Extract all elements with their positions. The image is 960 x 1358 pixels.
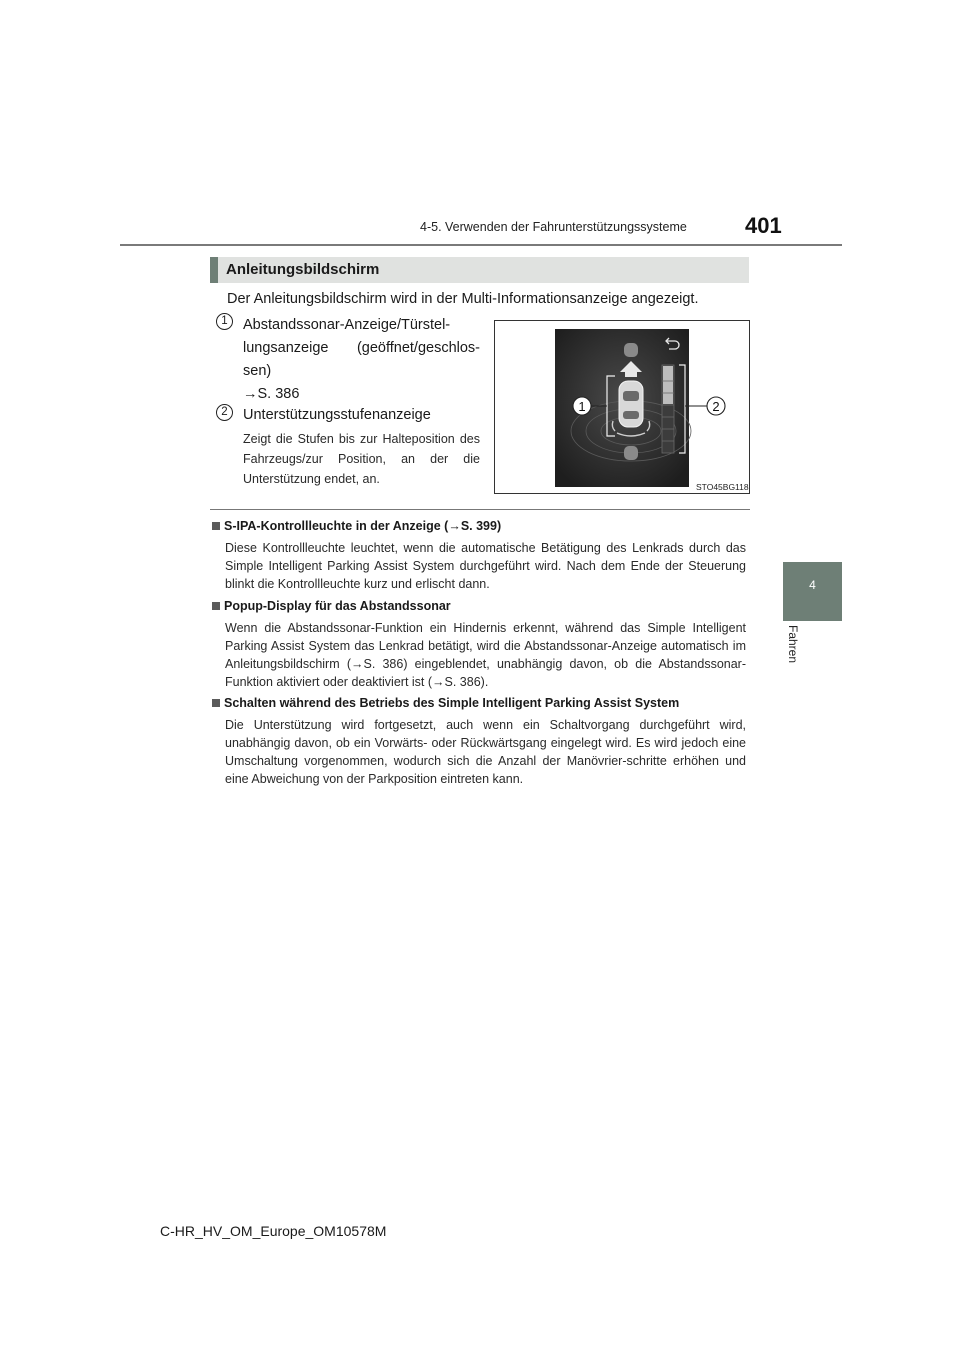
- figure-callout-1: 1: [578, 399, 586, 414]
- item-1-callout: 1: [216, 313, 233, 330]
- note-1-title: S-IPA-Kontrollleuchte in der Anzeige (→S. 399): [224, 519, 502, 533]
- guidance-screen-figure: [494, 320, 750, 494]
- note-1-title-row: [212, 519, 746, 533]
- item-1-reference[interactable]: →S. 386: [243, 386, 300, 402]
- note-1: [212, 519, 746, 593]
- front-sensor-marker: [624, 343, 638, 357]
- item-1-text: [243, 314, 480, 406]
- section-intro: Der Anleitungsbildschirm wird in der Multi-Informationsanzeige angezeigt.: [227, 291, 699, 307]
- chapter-number: 4: [809, 578, 816, 592]
- note-bullet-icon: [212, 522, 220, 530]
- guidance-screen-illustration: [495, 321, 749, 493]
- item-1-line-2: lungsanzeige (geöffnet/geschlos-: [243, 340, 480, 356]
- note-2-title-row: [212, 599, 746, 613]
- item-2-callout: 2: [216, 404, 233, 421]
- note-2: [212, 599, 746, 691]
- note-3-title-row: [212, 696, 746, 710]
- section-divider: [210, 509, 750, 510]
- note-bullet-icon: [212, 602, 220, 610]
- note-1-body: Diese Kontrollleuchte leuchtet, wenn die automatische Betätigung des Lenkrads durch das Simple Intelligent Parking Assist System durchgeführt wird. Nach dem Ende der Steuerung blinkt die Kontrollleuchte kurz und erlischt dann.: [225, 541, 746, 591]
- note-3-title: Schalten während des Betriebs des Simple Intelligent Parking Assist System: [224, 696, 680, 710]
- car-icon: [619, 381, 643, 427]
- running-header-section: 4-5. Verwenden der Fahrunterstützungssysteme: [420, 220, 687, 234]
- header-rule: [120, 244, 842, 246]
- item-2-description: Zeigt die Stufen bis zur Halteposition des Fahrzeugs/zur Position, an der die Unterstützung endet, an.: [243, 432, 480, 486]
- item-1-line-1: Abstandssonar-Anzeige/Türstel-: [243, 317, 451, 333]
- rear-sensor-marker: [624, 446, 638, 460]
- item-2-label: Unterstützungsstufenanzeige: [243, 407, 431, 423]
- page-number: 401: [745, 213, 782, 238]
- figure-code: STO45BG118: [696, 482, 749, 492]
- document-id: C-HR_HV_OM_Europe_OM10578M: [160, 1223, 387, 1239]
- section-title: Anleitungsbildschirm: [226, 261, 380, 278]
- note-3: [212, 696, 746, 788]
- note-2-body: Wenn die Abstandssonar-Funktion ein Hindernis erkennt, während das Simple Intelligent Parking Assist System das Lenkrad betätigt, wird die Abstandssonar-Anzeige automatisch im Anleitungsbildschirm (→S. 386) eingeblendet, unabhängig davon, ob die Abstandssonar-Funktion aktiviert oder deaktiviert ist (→S. 386).: [225, 621, 746, 689]
- support-level-bar: [662, 365, 674, 453]
- note-bullet-icon: [212, 699, 220, 707]
- item-1-line-3: sen): [243, 363, 272, 379]
- note-2-title: Popup-Display für das Abstandssonar: [224, 599, 451, 613]
- section-title-accent: [210, 257, 218, 283]
- chapter-label-wrap: [786, 625, 800, 685]
- chapter-label: Fahren: [786, 625, 800, 664]
- note-3-body: Die Unterstützung wird fortgesetzt, auch wenn ein Schaltvorgang durchgeführt wird, unabhängig davon, ob ein Vorwärts- oder Rückwärtsgang eingelegt wird. Es wird jedoch eine Umschaltung vorgenommen, wodurch sich die Anzahl der Manövrier-schritte erhöhen und eine Abweichung von der Parkposition eintreten kann.: [225, 718, 746, 786]
- figure-callout-2: 2: [712, 399, 720, 414]
